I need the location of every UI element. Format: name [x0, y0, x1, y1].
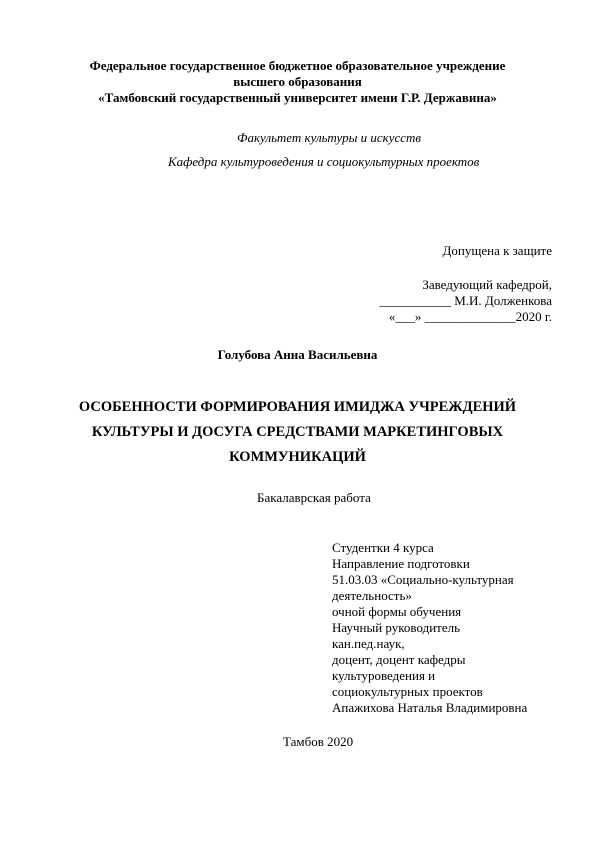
student-info-block: [332, 540, 527, 716]
student-info-line: деятельность»: [332, 588, 412, 603]
student-info-line: культуроведения и: [332, 668, 436, 683]
admitted-label: Допущена к защите: [442, 243, 552, 258]
institution-line-2: высшего образования: [233, 74, 362, 89]
thesis-title-line-3: КОММУНИКАЦИЙ: [229, 449, 366, 465]
work-type: Бакалаврская работа: [257, 490, 371, 505]
head-signature-line: ___________ М.И. Долженкова: [379, 293, 552, 308]
approval-date-line: «___» ______________2020 г.: [388, 309, 552, 324]
institution-line-3: «Тамбовский государственный университет имени Г.Р. Державина»: [98, 90, 497, 105]
author-name: Голубова Анна Васильевна: [217, 347, 378, 362]
faculty-name: Факультет культуры и искусств: [237, 130, 422, 145]
department-name: Кафедра культуроведения и социокультурных проектов: [168, 154, 480, 169]
student-info-line: доцент, доцент кафедры: [332, 652, 466, 667]
thesis-title-line-2: КУЛЬТУРЫ И ДОСУГА СРЕДСТВАМИ МАРКЕТИНГОВЫХ: [91, 424, 504, 440]
institution-line-1: Федеральное государственное бюджетное образовательное учреждение: [89, 58, 506, 73]
head-title: Заведующий кафедрой,: [422, 277, 552, 292]
student-info-line: очной формы обучения: [332, 604, 462, 619]
student-info-line: кан.пед.наук,: [332, 636, 405, 651]
city-year: Тамбов 2020: [283, 734, 354, 749]
student-info-line: 51.03.03 «Социально-культурная: [332, 572, 514, 587]
student-info-line: социокультурных проектов: [332, 684, 483, 699]
thesis-title-line-1: ОСОБЕННОСТИ ФОРМИРОВАНИЯ ИМИДЖА УЧРЕЖДЕНИЙ: [78, 399, 517, 415]
student-info-line: Научный руководитель: [332, 620, 461, 635]
student-info-line: Апажихова Наталья Владимировна: [332, 700, 528, 715]
student-info-line: Направление подготовки: [332, 556, 470, 571]
student-info-line: Студентки 4 курса: [332, 540, 434, 555]
